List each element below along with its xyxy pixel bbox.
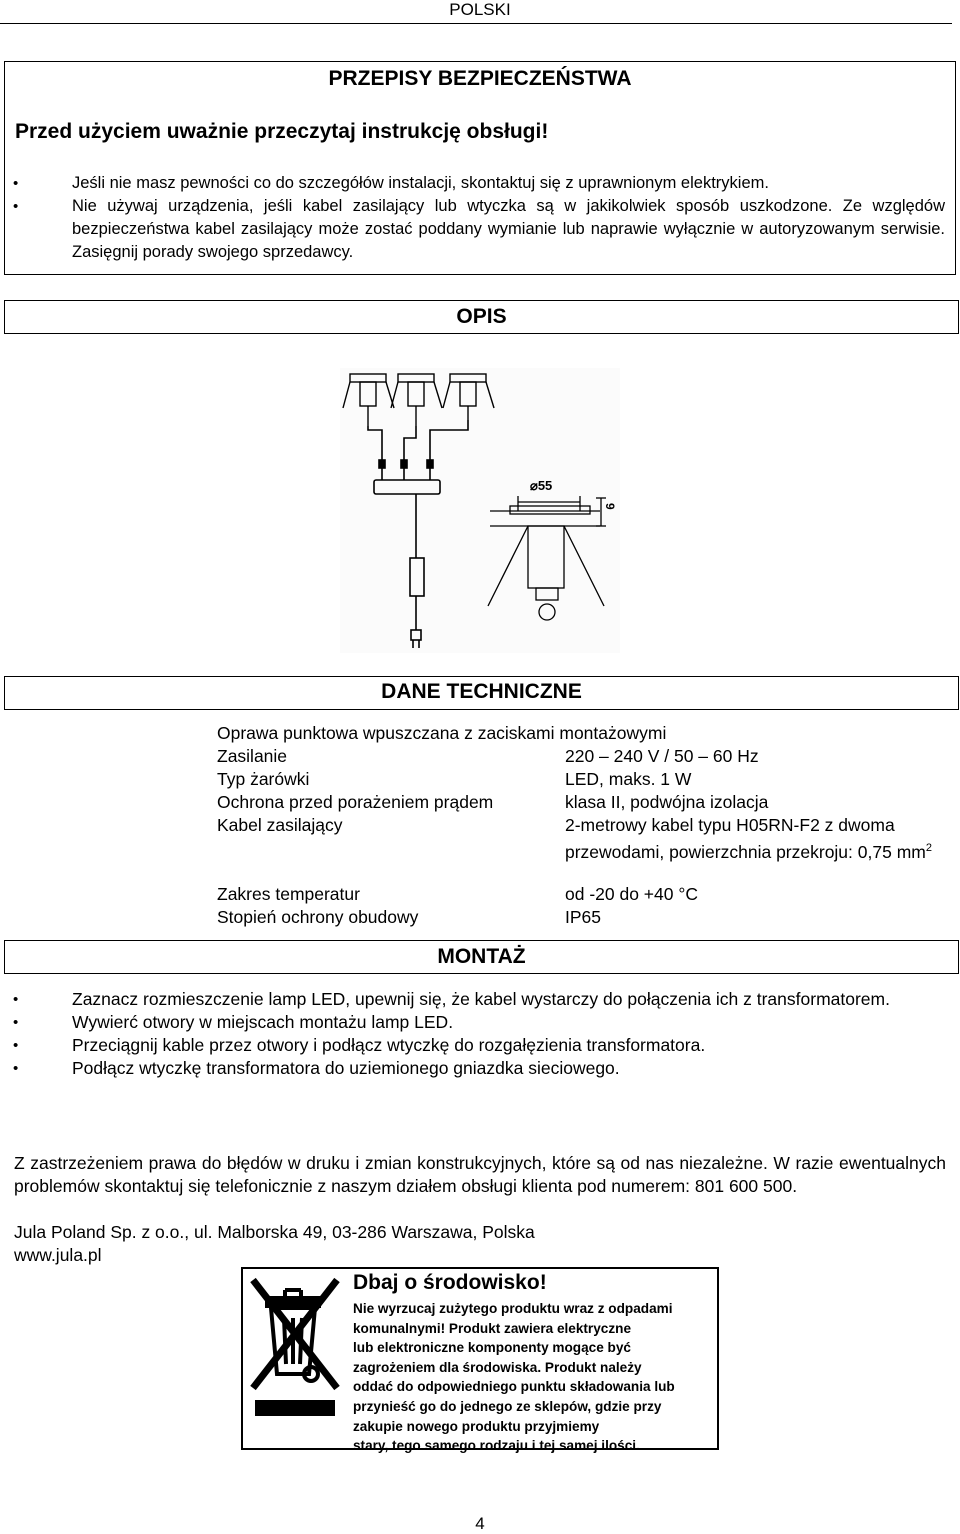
- mounting-bullet-3: • Przeciągnij kable przez otwory i podłącz wtyczkę do rozgałęzienia transformatora.: [0, 1034, 945, 1057]
- crossed-out-wheelie-bin-icon: [245, 1270, 349, 1448]
- product-diagram: [340, 368, 620, 653]
- tech-header-box: [4, 676, 959, 710]
- header-rule: [0, 23, 952, 24]
- environment-title: Dbaj o środowisko!: [353, 1271, 547, 1294]
- tech-row-label: Zasilanie: [217, 746, 288, 766]
- mounting-bullet-1: • Zaznacz rozmieszczenie lamp LED, upewnij się, że kabel wystarczy do połączenia ich z transformatorem.: [0, 988, 945, 1011]
- mounting-bullets: [0, 988, 945, 1080]
- tech-row-label: Kabel zasilający: [217, 815, 343, 835]
- tech-row-value: 2-metrowy kabel typu H05RN-F2 z dwoma przewodami, powierzchnia przekroju: 0,75 $mm^2$: [565, 815, 932, 862]
- safety-bullet-1: • Jeśli nie masz pewności co do szczegółów instalacji, skontaktuj się z uprawnionym elektrykiem.: [0, 172, 945, 195]
- description-header-box: [4, 300, 959, 334]
- tech-row-value: LED, maks. 1 W: [565, 769, 692, 789]
- tech-row-label: Stopień ochrony obudowy: [217, 907, 419, 927]
- footer-website[interactable]: www.jula.pl: [14, 1245, 102, 1265]
- safety-bullets: [0, 172, 945, 264]
- tech-row-label: Zakres temperatur: [217, 884, 360, 904]
- page-number: 4: [475, 1514, 485, 1533]
- mounting-title: MONTAŻ: [437, 945, 526, 968]
- footer-disclaimer: Z zastrzeżeniem prawa do błędów w druku i zmian konstrukcyjnych, które są od nas niezależne. W razie ewentualnych problemów skontaktuj się telefonicznie z naszym działem obsługi klienta pod numerem: 801 600 500.: [14, 1153, 946, 1196]
- mounting-header-box: [4, 940, 959, 974]
- mounting-bullet-2: • Wywierć otwory w miejscach montażu lamp LED.: [0, 1011, 945, 1034]
- tech-row-value: 220 – 240 V / 50 – 60 Hz: [565, 746, 759, 766]
- footer-company: Jula Poland Sp. z o.o., ul. Malborska 49, 03-286 Warszawa, Polska: [14, 1222, 535, 1242]
- safety-bullet-2: • Nie używaj urządzenia, jeśli kabel zasilający lub wtyczka są w jakikolwiek sposób uszkodzone. Ze względów bezpieczeństwa kabel zasilający może zostać poddany wymianie lub naprawie wyłącznie w autoryzowanym serwisie. Zasięgnij porady swojego sprzedawcy.: [0, 195, 945, 264]
- superscript: 2: [925, 842, 932, 854]
- tech-row-value: klasa II, podwójna izolacja: [565, 792, 769, 812]
- environment-text: Nie wyrzucaj zużytego produktu wraz z odpadami komunalnymi! Produkt zawiera elektryczne lub elektroniczne komponenty mogące być zagrożeniem dla środowiska. Produkt należy oddać do odpowiedniego punktu składowania lub przynieść go do jednego ze sklepów, gdzie przy zakupie nowego produktu przyjmiemy stary, tego samego rodzaju i tej samej ilości.: [353, 1301, 675, 1454]
- depth-label: 9: [603, 503, 617, 510]
- tech-row-label: Ochrona przed porażeniem prądem: [217, 792, 494, 812]
- tech-row-value: od -20 do +40 °C: [565, 884, 698, 904]
- tech-title: DANE TECHNICZNE: [381, 680, 582, 703]
- safety-title: PRZEPISY BEZPIECZEŃSTWA: [328, 67, 632, 90]
- mounting-bullet-4: • Podłącz wtyczkę transformatora do uziemionego gniazdka sieciowego.: [0, 1057, 945, 1080]
- header-language: POLSKI: [449, 0, 511, 19]
- safety-warning: Przed użyciem uważnie przeczytaj instrukcję obsługi!: [15, 120, 549, 143]
- environment-notice: [241, 1267, 719, 1454]
- description-title: OPIS: [456, 305, 507, 328]
- diameter-label: ⌀55: [530, 478, 553, 493]
- tech-row-label: Typ żarówki: [217, 769, 310, 789]
- tech-row-value: IP65: [565, 907, 601, 927]
